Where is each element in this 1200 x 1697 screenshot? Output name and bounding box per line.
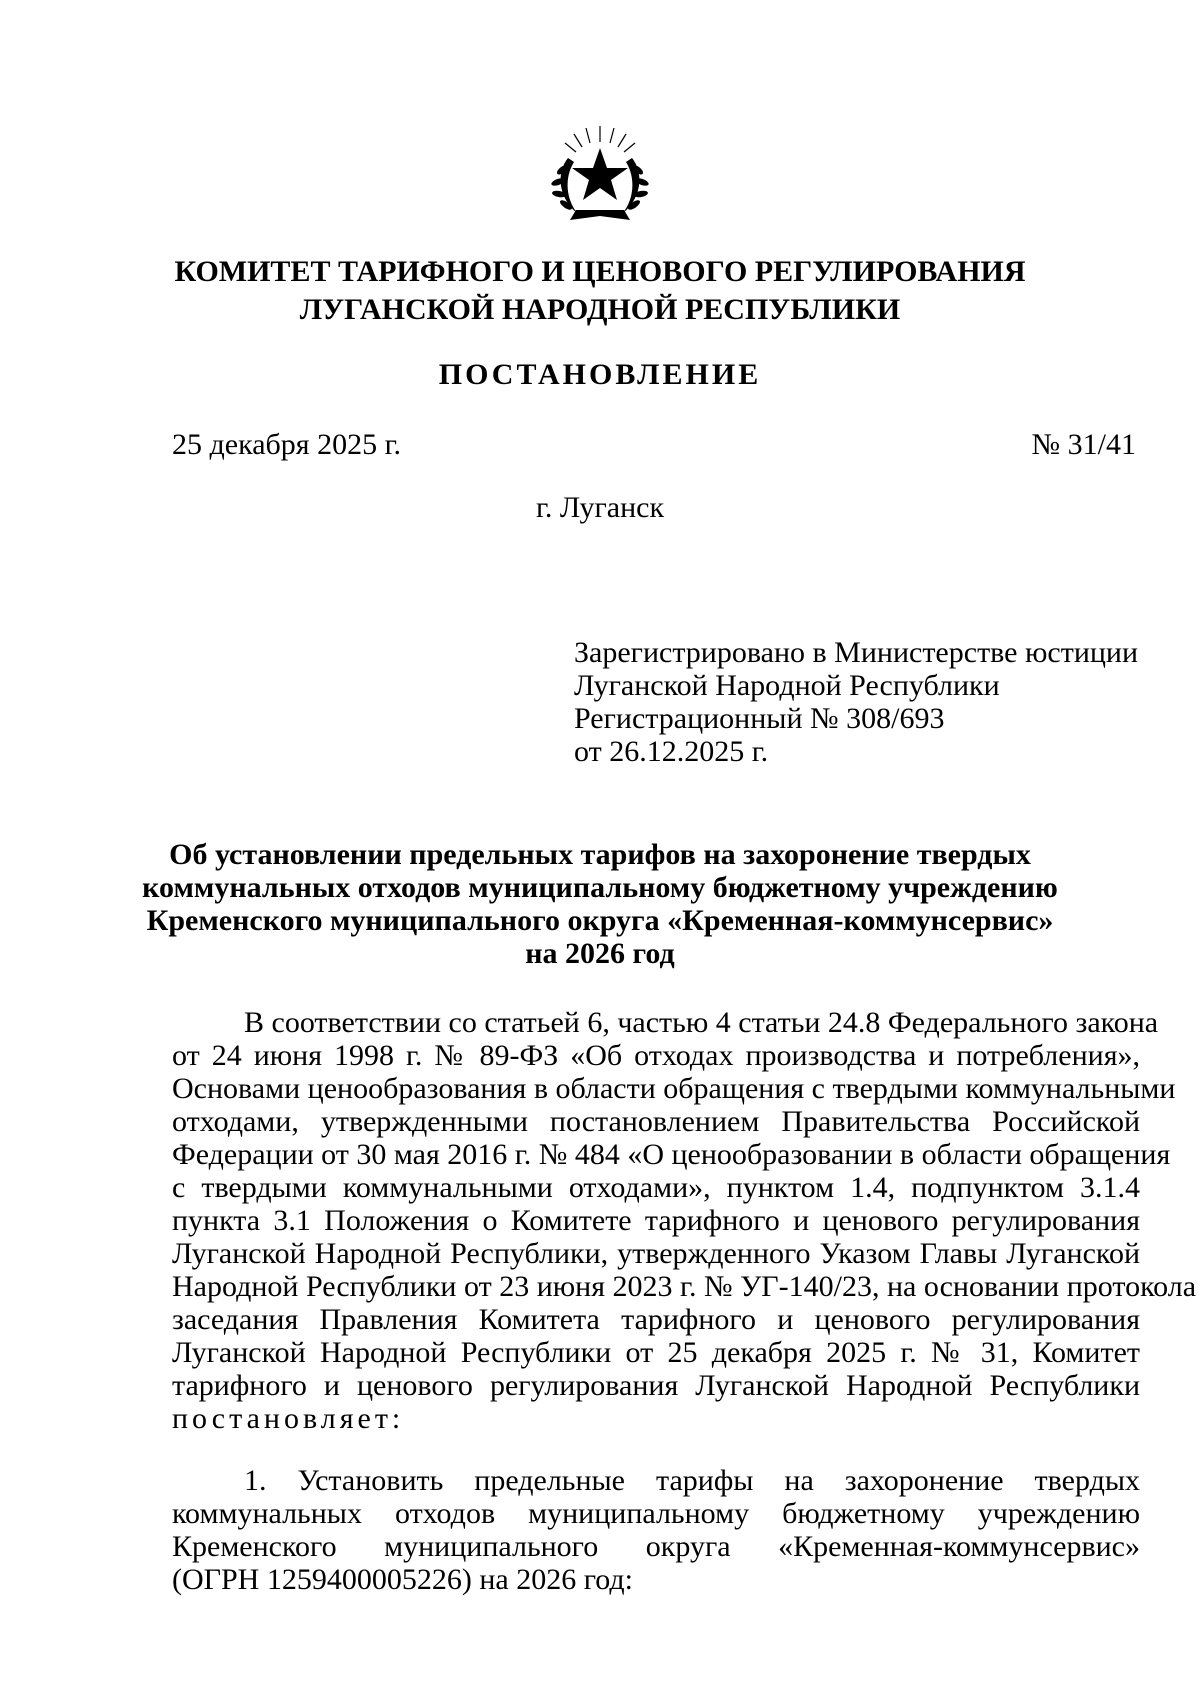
text-line: тарифного и ценового регулирования Луганской Народной Республики — [172, 1369, 1140, 1402]
text-line: Федерации от 30 мая 2016 г. № 484 «О ценообразовании в области обращения — [172, 1138, 1171, 1171]
document-subject — [0, 838, 1200, 970]
text-line: с твердыми коммунальными отходами», пунктом 1.4, подпунктом 3.1.4 — [172, 1171, 1140, 1204]
document-type: ПОСТАНОВЛЕНИЕ — [438, 358, 762, 391]
registration-line: Регистрационный № 308/693 — [574, 702, 945, 735]
subject-line: коммунальных отходов муниципальному бюджетному учреждению — [142, 871, 1058, 904]
subject-line: на 2026 год — [525, 937, 675, 970]
text-line: 1. Установить предельные тарифы на захоронение твердых — [244, 1464, 1140, 1497]
authority-line: КОМИТЕТ ТАРИФНОГО И ЦЕНОВОГО РЕГУЛИРОВАНИЯ — [174, 255, 1026, 288]
text-line: Кременского муниципального округа «Кременная-коммунсервис» — [172, 1530, 1140, 1563]
text-line: отходами, утвержденными постановлением Правительства Российской — [172, 1105, 1140, 1138]
text-line: В соответствии со статьей 6, частью 4 статьи 24.8 Федерального закона — [244, 1006, 1159, 1039]
coat-of-arms-icon — [538, 118, 662, 230]
text-line: Луганской Народной Республики, утвержденного Указом Главы Луганской — [172, 1237, 1140, 1270]
registration-line: Зарегистрировано в Министерстве юстиции — [574, 636, 1139, 669]
resolves-word: постановляет: — [172, 1402, 405, 1435]
document-number: № 31/41 — [1031, 428, 1136, 461]
registration-stamp — [574, 636, 1138, 768]
issue-city: г. Луганск — [535, 491, 665, 524]
text-line: (ОГРН 1259400005226) на 2026 год: — [172, 1563, 634, 1596]
authority-line: ЛУГАНСКОЙ НАРОДНОЙ РЕСПУБЛИКИ — [299, 293, 901, 326]
registration-line: от 26.12.2025 г. — [574, 735, 769, 768]
subject-line: Кременского муниципального округа «Кременная-коммунсервис» — [146, 904, 1054, 937]
preamble-paragraph — [172, 1006, 1197, 1435]
item-1-paragraph — [172, 1464, 1140, 1596]
issuing-authority — [0, 253, 1200, 329]
text-line: Луганской Народной Республики от 25 декабря 2025 г. № 31, Комитет — [172, 1336, 1140, 1369]
text-line: Народной Республики от 23 июня 2023 г. № УГ-140/23, на основании протокола — [172, 1270, 1197, 1303]
text-line: коммунальных отходов муниципальному бюджетному учреждению — [172, 1497, 1140, 1530]
registration-line: Луганской Народной Республики — [574, 669, 1000, 702]
text-line: пункта 3.1 Положения о Комитете тарифного и ценового регулирования — [172, 1204, 1140, 1237]
text-line: от 24 июня 1998 г. № 89-ФЗ «Об отходах производства и потребления», — [172, 1039, 1140, 1072]
text-line: Основами ценообразования в области обращения с твердыми коммунальными — [172, 1072, 1176, 1105]
document-date: 25 декабря 2025 г. — [172, 428, 401, 461]
text-line: заседания Правления Комитета тарифного и ценового регулирования — [172, 1303, 1140, 1336]
subject-line: Об установлении предельных тарифов на захоронение твердых — [169, 838, 1031, 871]
